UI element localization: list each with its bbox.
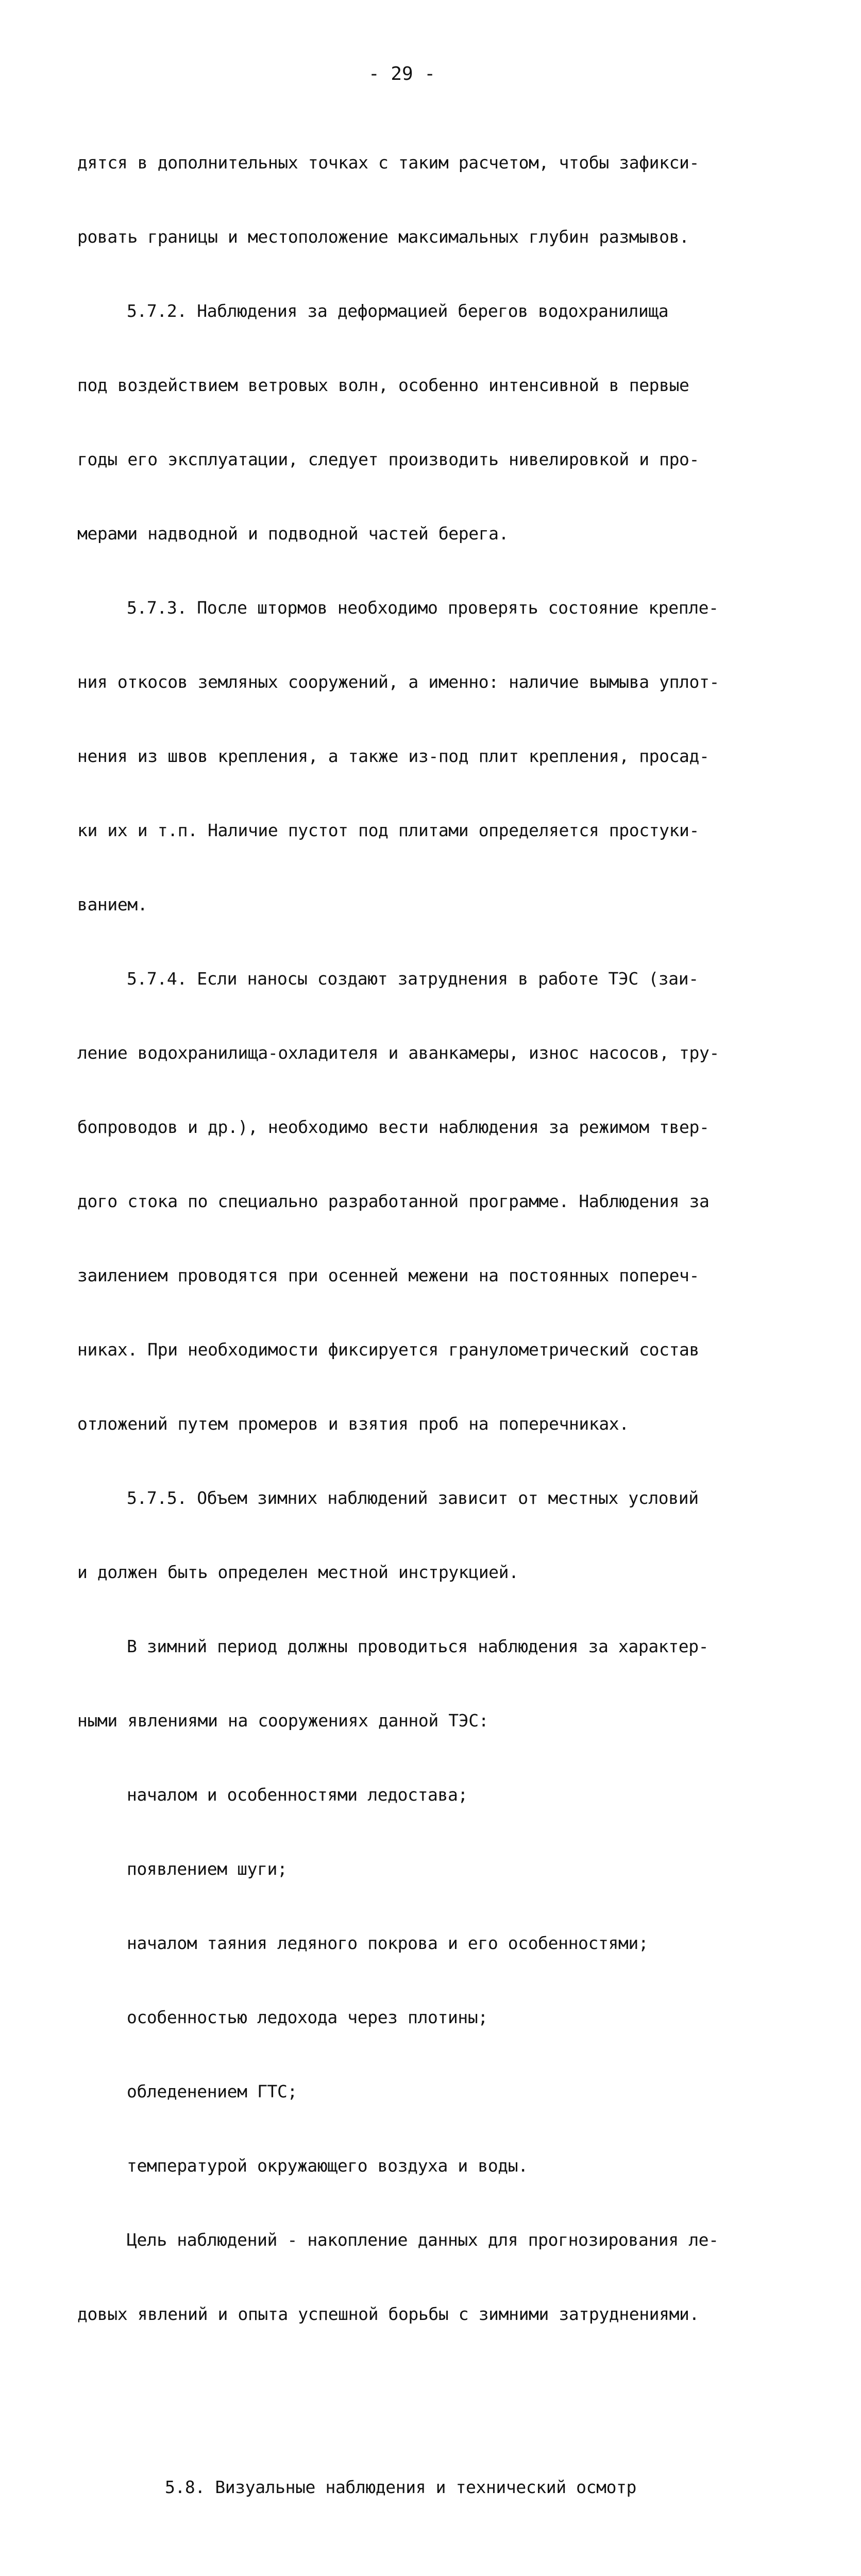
text-line: бопроводов и др.), необходимо вести наблюдения за режимом твер- (77, 1117, 710, 1137)
list-item: особенностью ледохода через плотины; (127, 2007, 488, 2027)
text-line: довых явлений и опыта успешной борьбы с зимними затруднениями. (77, 2304, 699, 2324)
list-item: обледенением ГТС; (127, 2081, 297, 2102)
list-item: началом и особенностями ледостава; (127, 1785, 468, 1805)
page-number: - 29 - (368, 63, 436, 84)
paragraph-5-7-5: 5.7.5. Объем зимних наблюдений зависит от местных условий (127, 1488, 699, 1508)
text-line: под воздействием ветровых волн, особенно интенсивной в первые (77, 375, 689, 395)
document-body (77, 101, 742, 2576)
spacer (77, 2401, 742, 2426)
text-line: ванием. (77, 894, 148, 914)
paragraph-goal: Цель наблюдений - накопление данных для прогнозирования ле- (127, 2230, 719, 2250)
text-line: нения из швов крепления, а также из-под плит крепления, просад- (77, 746, 710, 766)
list-item: температурой окружающего воздуха и воды. (127, 2156, 528, 2176)
text-line: и должен быть определен местной инструкцией. (77, 1562, 519, 1582)
paragraph-5-7-2: 5.7.2. Наблюдения за деформацией берегов водохранилища (127, 301, 669, 321)
text-line: ными явлениями на сооружениях данной ТЭС: (77, 1710, 489, 1731)
text-line: мерами надводной и подводной частей берега. (77, 523, 509, 544)
text-line: отложений путем промеров и взятия проб на поперечниках. (77, 1414, 629, 1434)
text-line: ния откосов земляных сооружений, а именно: наличие вымыва уплот- (77, 672, 719, 692)
text-line: никах. При необходимости фиксируется гранулометрический состав (77, 1340, 699, 1360)
text-line: заилением проводятся при осенней межени на постоянных попереч- (77, 1265, 699, 1285)
list-item: появлением шуги; (127, 1859, 288, 1879)
text-line: годы его эксплуатации, следует производить нивелировкой и про- (77, 449, 699, 469)
paragraph-5-7-4: 5.7.4. Если наносы создают затруднения в работе ТЭС (заи- (127, 969, 699, 989)
spacer (77, 2549, 742, 2574)
list-item: началом таяния ледяного покрова и его особенностями; (127, 1933, 649, 1953)
section-heading: 5.8. Визуальные наблюдения и технический осмотр (165, 2477, 636, 2497)
text-line: ки их и т.п. Наличие пустот под плитами определяется простуки- (77, 820, 699, 840)
text-line: дятся в дополнительных точках с таким расчетом, чтобы зафикси- (77, 152, 699, 173)
text-line: ление водохранилища-охладителя и аванкамеры, износ насосов, тру- (77, 1043, 719, 1063)
text-line: ровать границы и местоположение максимальных глубин размывов. (77, 227, 689, 247)
paragraph-5-7-3: 5.7.3. После штормов необходимо проверять состояние крепле- (127, 598, 719, 618)
paragraph-winter-observations: В зимний период должны проводиться наблюдения за характер- (127, 1636, 709, 1656)
text-line: дого стока по специально разработанной программе. Наблюдения за (77, 1191, 710, 1211)
